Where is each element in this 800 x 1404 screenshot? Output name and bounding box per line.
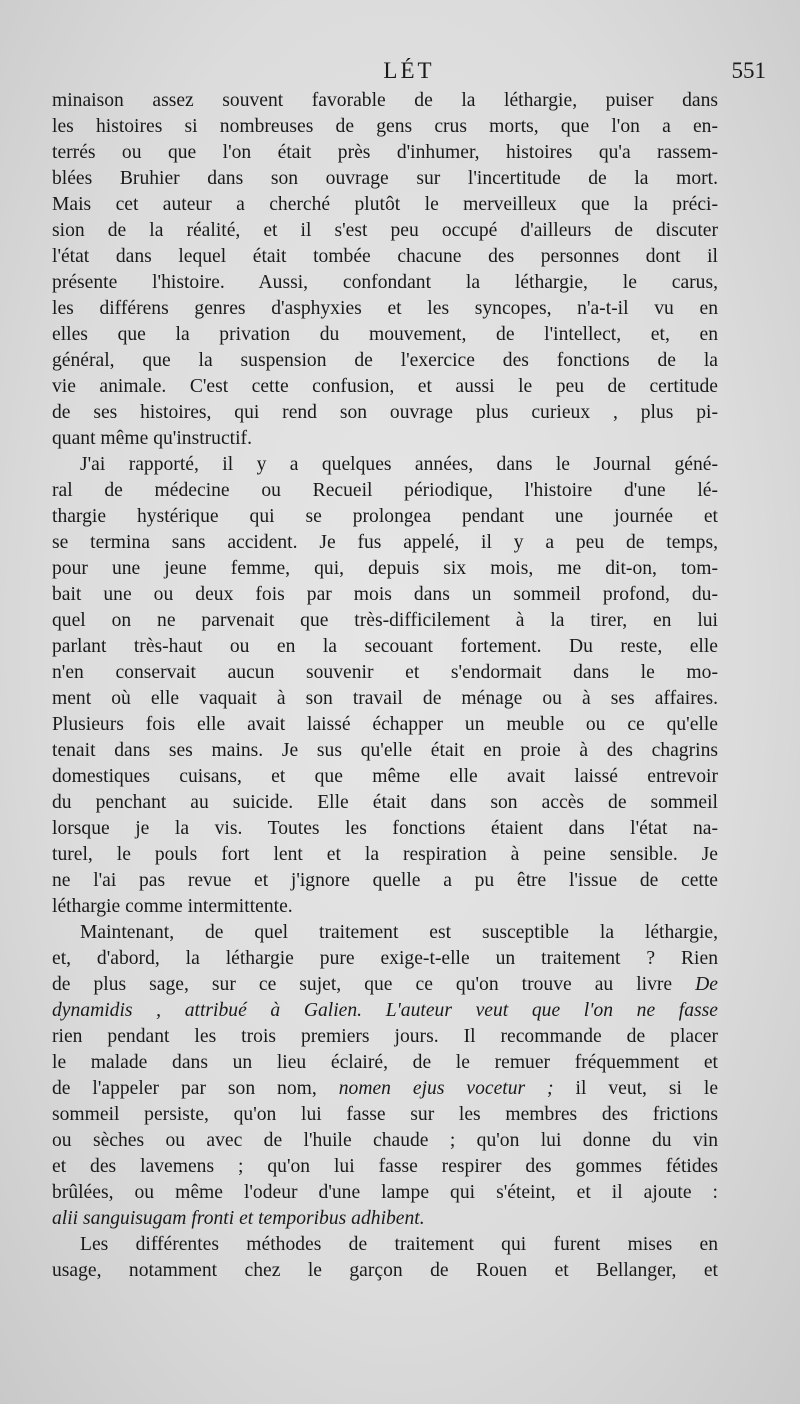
paragraph-4 <box>52 1232 718 1284</box>
italic-title-cont: dynamidis , attribué à Galien. L'auteur veut que l'on ne fasse <box>52 1000 718 1021</box>
text-line: ne l'ai pas revue et j'ignore quelle a pu être l'issue de cette <box>52 870 718 891</box>
page-number: 551 <box>731 58 766 83</box>
text-line: quant même qu'instructif. <box>52 428 252 449</box>
text-segment: il veut, si le <box>553 1078 719 1099</box>
text-line <box>52 1076 718 1102</box>
text-line: les histoires si nombreuses de gens crus morts, que l'on a en- <box>52 116 718 137</box>
text-line: elles que la privation du mouvement, de l'intellect, et, en <box>52 324 718 345</box>
text-line: domestiques cuisans, et que même elle avait laissé entrevoir <box>52 766 718 787</box>
text-line: léthargie comme intermittente. <box>52 896 293 917</box>
text-line: de ses histoires, qui rend son ouvrage plus curieux , plus pi- <box>52 402 718 423</box>
text-segment: de l'appeler par son nom, <box>52 1078 317 1099</box>
body-text <box>52 88 718 1284</box>
text-line: bait une ou deux fois par mois dans un sommeil profond, du- <box>52 584 718 605</box>
text-line: du penchant au suicide. Elle était dans son accès de sommeil <box>52 792 718 813</box>
text-line: quel on ne parvenait que très-difficilement à la tirer, en lui <box>52 610 718 631</box>
text-line: sion de la réalité, et il s'est peu occupé d'ailleurs de discuter <box>52 220 718 241</box>
text-line: se termina sans accident. Je fus appelé, il y a peu de temps, <box>52 532 718 553</box>
text-line: le malade dans un lieu éclairé, de le remuer fréquemment et <box>52 1052 718 1073</box>
text-line <box>52 972 718 998</box>
paragraph-2 <box>52 452 718 920</box>
text-line: blées Bruhier dans son ouvrage sur l'incertitude de la mort. <box>52 168 718 189</box>
text-segment: de plus sage, sur ce sujet, que ce qu'on trouve au livre <box>52 974 673 995</box>
text-line: pour une jeune femme, qui, depuis six mois, me dit-on, tom- <box>52 558 718 579</box>
text-line: et des lavemens ; qu'on lui fasse respirer des gommes fétides <box>52 1156 718 1177</box>
text-line: Les différentes méthodes de traitement qui furent mises en <box>80 1234 718 1255</box>
text-line <box>52 1206 718 1232</box>
text-line: Plusieurs fois elle avait laissé échapper un meuble ou ce qu'elle <box>52 714 718 735</box>
text-line: l'état dans lequel était tombée chacune des personnes dont il <box>52 246 718 267</box>
text-line: n'en conservait aucun souvenir et s'endormait dans le mo- <box>52 662 718 683</box>
text-line: général, que la suspension de l'exercice des fonctions de la <box>52 350 718 371</box>
text-line: ment où elle vaquait à son travail de ménage ou à ses affaires. <box>52 688 718 709</box>
text-line: J'ai rapporté, il y a quelques années, dans le Journal géné- <box>80 454 718 475</box>
text-line: turel, le pouls fort lent et la respiration à peine sensible. Je <box>52 844 718 865</box>
text-line: usage, notamment chez le garçon de Rouen et Bellanger, et <box>52 1260 718 1281</box>
paragraph-1 <box>52 88 718 452</box>
text-line: tenait dans ses mains. Je sus qu'elle était en proie à des chagrins <box>52 740 718 761</box>
running-head <box>52 58 766 88</box>
text-line: minaison assez souvent favorable de la léthargie, puiser dans <box>52 90 718 111</box>
latin-quote: nomen ejus vocetur ; <box>338 1078 554 1099</box>
text-line: ou sèches ou avec de l'huile chaude ; qu'on lui donne du vin <box>52 1130 718 1151</box>
text-line: les différens genres d'asphyxies et les syncopes, n'a-t-il vu en <box>52 298 718 319</box>
paragraph-3 <box>52 920 718 1232</box>
italic-title: De <box>695 974 718 995</box>
text-line: et, d'abord, la léthargie pure exige-t-elle un traitement ? Rien <box>52 948 718 969</box>
text-line: rien pendant les trois premiers jours. Il recommande de placer <box>52 1026 718 1047</box>
text-line: présente l'histoire. Aussi, confondant la léthargie, le carus, <box>52 272 718 293</box>
text-line: Mais cet auteur a cherché plutôt le merveilleux que la préci- <box>52 194 718 215</box>
text-line: parlant très-haut ou en la secouant fortement. Du reste, elle <box>52 636 718 657</box>
running-title: LÉT <box>383 58 435 83</box>
text-line: sommeil persiste, qu'on lui fasse sur les membres des frictions <box>52 1104 718 1125</box>
text-line: vie animale. C'est cette confusion, et aussi le peu de certitude <box>52 376 718 397</box>
text-line: brûlées, ou même l'odeur d'une lampe qui s'éteint, et il ajoute : <box>52 1182 718 1203</box>
text-line: thargie hystérique qui se prolongea pendant une journée et <box>52 506 718 527</box>
text-line: Maintenant, de quel traitement est susceptible la léthargie, <box>80 922 718 943</box>
text-line <box>52 998 718 1024</box>
text-line: lorsque je la vis. Toutes les fonctions étaient dans l'état na- <box>52 818 718 839</box>
latin-quote: alii sanguisugam fronti et temporibus adhibent. <box>52 1208 425 1229</box>
text-line: terrés ou que l'on était près d'inhumer, histoires qu'a rassem- <box>52 142 718 163</box>
text-line: ral de médecine ou Recueil périodique, l'histoire d'une lé- <box>52 480 718 501</box>
